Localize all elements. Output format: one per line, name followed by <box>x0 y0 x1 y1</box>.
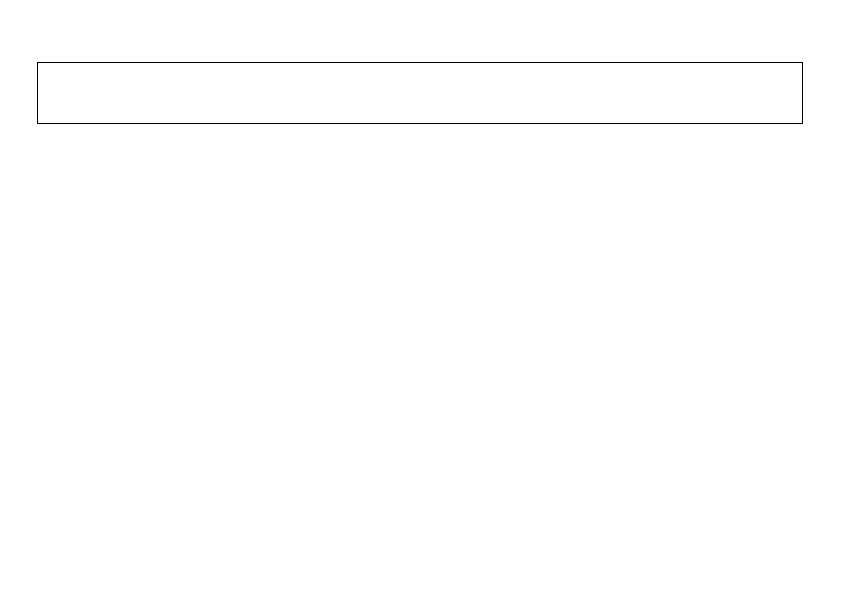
notice-box <box>37 62 803 124</box>
health-check-table <box>37 229 803 472</box>
